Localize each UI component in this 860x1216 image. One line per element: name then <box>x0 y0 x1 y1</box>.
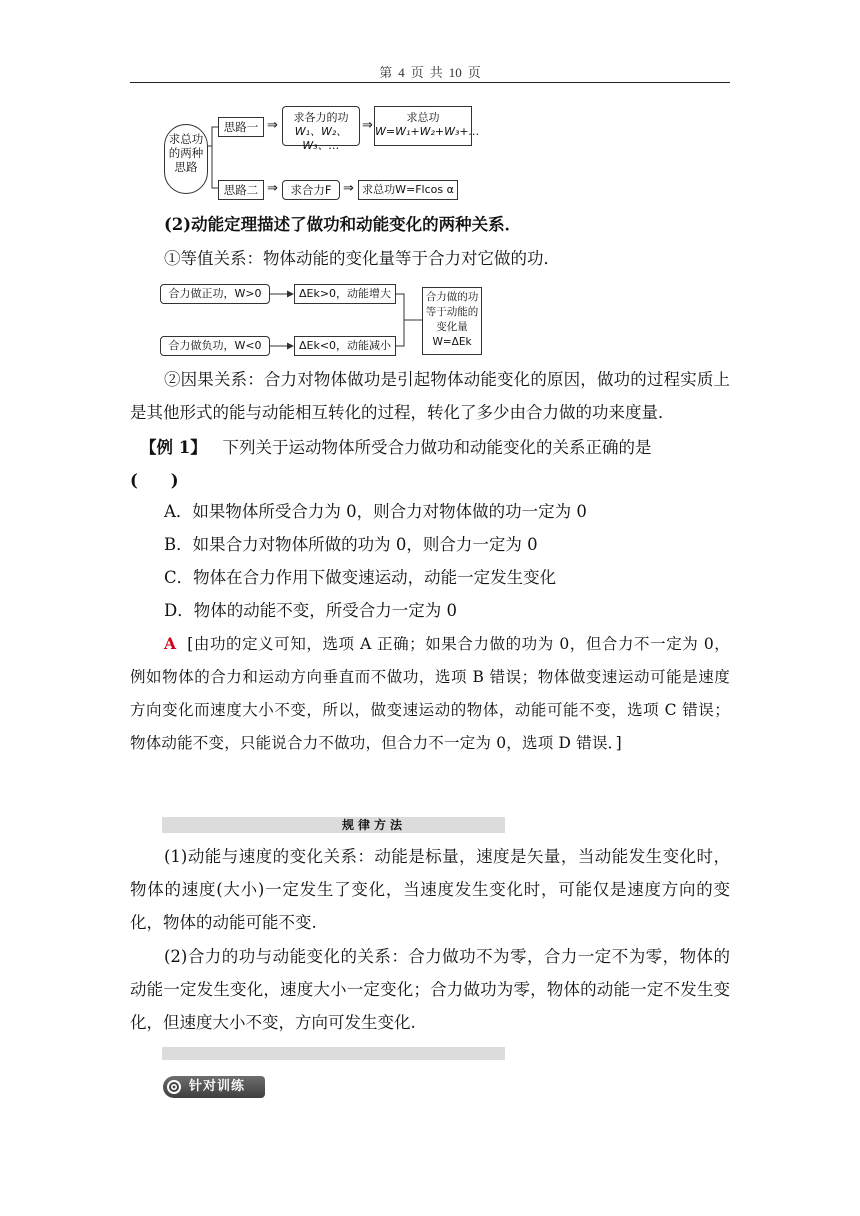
header-ye-2: 页 <box>467 65 481 80</box>
rule-section-end-bar <box>162 1047 505 1060</box>
relation-paragraph: (2)动能定理描述了做功和动能变化的两种关系． <box>164 215 522 234</box>
header-ye: 页 <box>410 65 424 80</box>
route-one-arrow-2: ⇒ <box>362 118 373 133</box>
rule-section-bar <box>162 817 505 833</box>
route-two-box: 思路二 <box>218 180 264 200</box>
force-works-title: 求各力的功 <box>293 111 349 124</box>
positive-work-box: 合力做正功，W>0 <box>160 284 270 304</box>
positive-result-box: ΔEk>0，动能增大 <box>294 284 396 304</box>
training-section-tag <box>163 1076 265 1098</box>
total-work-box-1 <box>374 106 480 146</box>
header-di: 第 <box>379 65 393 80</box>
total-work-oval-text: 求总功的两种思路 <box>168 132 204 174</box>
example-blank: ( ) <box>130 471 179 490</box>
option-d: D．物体的动能不变，所受合力一定为 0 <box>164 601 457 620</box>
training-label: 针对训练 <box>189 1079 246 1094</box>
force-works-formula: W₁、W₂、W₃、… <box>294 125 348 152</box>
example-tag: 【例 1】 <box>140 438 207 457</box>
force-works-box <box>282 106 360 152</box>
negative-result-box: ΔEk<0，动能减小 <box>294 336 396 356</box>
example-question <box>130 431 730 464</box>
answer-letter: A <box>164 634 177 653</box>
header-page-number: 4 <box>398 65 405 80</box>
total-work-formula-1: W=W₁+W₂+W₃+… <box>375 125 480 138</box>
route-one-box: 思路一 <box>218 117 264 137</box>
rule-section-label: 规律方法 <box>342 818 407 832</box>
target-icon <box>166 1079 182 1095</box>
negative-work-box: 合力做负功，W<0 <box>160 336 270 356</box>
page-header <box>0 62 860 81</box>
total-work-title-1: 求总功 <box>406 111 440 124</box>
rule-paragraph-1: (1)动能与速度的变化关系：动能是标量，速度是矢量，当动能发生变化时，物体的速度(大小)一定发生了变化，当速度发生变化时，可能仅是速度方向的变化，物体的动能可能不变. <box>130 847 730 932</box>
example-question-text: 下列关于运动物体所受合力做功和动能变化的关系正确的是 <box>222 438 652 457</box>
route-two-arrow-1: ⇒ <box>267 181 278 196</box>
route-two-arrow-2: ⇒ <box>343 181 354 196</box>
cause-relation-paragraph: ②因果关系：合力对物体做功是引起物体动能变化的原因，做功的过程实质上是其他形式的能与动能相互转化的过程，转化了多少由合力做的功来度量． <box>130 370 730 422</box>
option-b: B．如果合力对物体所做的功为 0，则合力一定为 0 <box>164 535 538 554</box>
option-a: A．如果物体所受合力为 0，则合力对物体做的功一定为 0 <box>164 502 587 521</box>
header-total-pages: 10 <box>448 65 462 80</box>
total-work-oval <box>164 124 208 194</box>
example-answer <box>130 627 730 760</box>
equal-relation-paragraph: ①等值关系：物体动能的变化量等于合力对它做的功． <box>164 249 560 268</box>
route-one-arrow-1: ⇒ <box>267 118 278 133</box>
option-c: C．物体在合力作用下做变速运动，动能一定发生变化 <box>164 568 557 587</box>
header-rule <box>130 82 730 83</box>
net-force-box: 求合力F <box>282 180 340 200</box>
answer-explanation: [由功的定义可知，选项 A 正确；如果合力做的功为 0，但合力不一定为 0，例如物体的合力和运动方向垂直而不做功，选项 B 错误；物体做变速运动可能是速度方向变化而速度大小不变，所以，做变速运动的物体，动能可能不变，选项 C 错误；物体动能不变，只能说合力不做功，但合力不一定为 0，选项 D 错误．] <box>130 635 730 752</box>
conclusion-box: 合力做的功等于动能的变化量W=ΔEk <box>422 287 482 355</box>
rule-paragraph-2: (2)合力的功与动能变化的关系：合力做功不为零，合力一定不为零，物体的动能一定发生变化，速度大小一定变化；合力做功为零，物体的动能一定不发生变化，但速度大小不变，方向可发生变化. <box>130 947 730 1032</box>
total-work-box-2: 求总功W=Flcos α <box>358 180 458 200</box>
header-gong: 共 <box>429 65 443 80</box>
